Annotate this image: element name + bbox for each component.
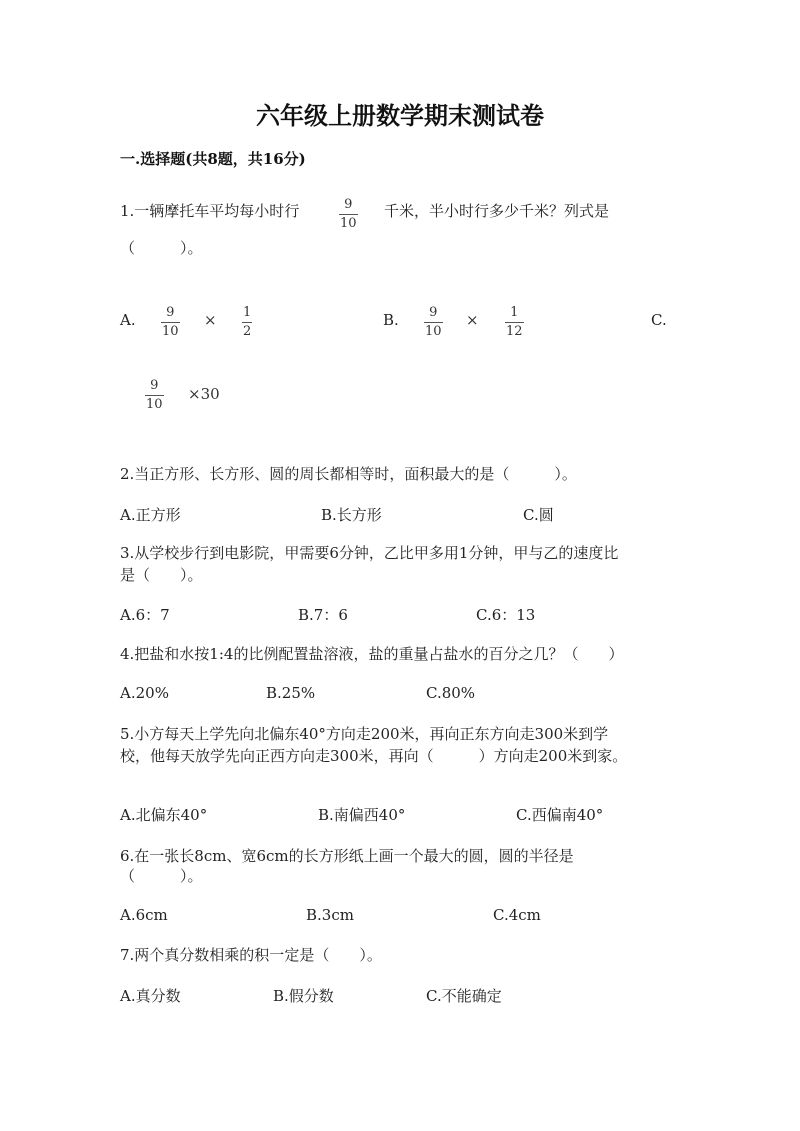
question-3-option-b: B.7：6	[298, 606, 348, 624]
question-1-fraction	[339, 197, 358, 232]
question-1-blank-line: （ ）。	[120, 239, 203, 257]
option-b-label: B.	[383, 311, 399, 329]
question-5-option-a: A.北偏东40°	[120, 806, 208, 824]
question-3-option-c: C.6：13	[476, 606, 536, 624]
fraction-denominator: 10	[340, 216, 357, 231]
fraction-numerator: 9	[150, 378, 159, 393]
question-3-line-2: 是（ ）。	[120, 566, 203, 584]
question-3-line-1: 3.从学校步行到电影院，甲需要6分钟，乙比甲多用1分钟，甲与乙的速度比	[120, 544, 619, 562]
fraction-denominator: 12	[506, 324, 523, 339]
question-1-text-pre: 1.一辆摩托车平均每小时行	[120, 202, 300, 220]
fraction-numerator: 9	[166, 305, 175, 320]
question-2-option-a: A.正方形	[120, 506, 181, 524]
option-a-fraction-2	[242, 305, 252, 340]
question-6-option-b: B.3cm	[306, 906, 354, 924]
question-4-text: 4.把盐和水按1:4的比例配置盐溶液，盐的重量占盐水的百分之几？（ ）	[120, 645, 624, 663]
question-2-option-b: B.长方形	[321, 506, 382, 524]
question-5-line-1: 5.小方每天上学先向北偏东40°方向走200米，再向正东方向走300米到学	[120, 725, 609, 743]
fraction-bar	[505, 322, 524, 323]
option-b-fraction-1	[424, 305, 443, 340]
question-4-option-b: B.25%	[266, 684, 316, 702]
question-5-line-2: 校，他每天放学先向正西方向走300米，再向（ ）方向走200米到家。	[120, 747, 628, 765]
option-a-fraction-1	[161, 305, 180, 340]
option-c-fraction	[145, 378, 164, 413]
question-4-option-c: C.80%	[426, 684, 476, 702]
fraction-denominator: 10	[146, 397, 163, 412]
option-b-operator: ×	[466, 311, 479, 329]
fraction-denominator: 2	[243, 324, 252, 339]
question-7-option-b: B.假分数	[273, 987, 334, 1005]
fraction-bar	[242, 322, 252, 323]
fraction-numerator: 1	[243, 305, 252, 320]
fraction-numerator: 9	[344, 197, 353, 212]
fraction-numerator: 1	[510, 305, 519, 320]
section-heading: 一.选择题(共8题，共16分)	[120, 150, 306, 168]
question-3-option-a: A.6：7	[120, 606, 170, 624]
question-5-option-b: B.南偏西40°	[318, 806, 406, 824]
option-a-operator: ×	[204, 311, 217, 329]
fraction-bar	[161, 322, 180, 323]
question-6-line-1: 6.在一张长8cm、宽6cm的长方形纸上画一个最大的圆，圆的半径是	[120, 847, 574, 865]
question-1-text-post: 千米，半小时行多少千米？列式是	[384, 202, 610, 220]
question-7-option-a: A.真分数	[120, 987, 181, 1005]
question-2-text: 2.当正方形、长方形、圆的周长都相等时，面积最大的是（ ）。	[120, 465, 577, 483]
fraction-numerator: 9	[429, 305, 438, 320]
page-title: 六年级上册数学期末测试卷	[256, 101, 544, 130]
fraction-bar	[424, 322, 443, 323]
question-4-option-a: A.20%	[120, 684, 169, 702]
question-7-text: 7.两个真分数相乘的积一定是（ ）。	[120, 946, 382, 964]
question-6-line-2: （ ）。	[120, 867, 203, 885]
fraction-denominator: 10	[162, 324, 179, 339]
fraction-bar	[145, 395, 164, 396]
question-6-option-c: C.4cm	[493, 906, 541, 924]
question-2-option-c: C.圆	[523, 506, 554, 524]
fraction-bar	[339, 214, 358, 215]
fraction-denominator: 10	[425, 324, 442, 339]
option-c-tail: ×30	[188, 385, 220, 403]
option-b-fraction-2	[505, 305, 524, 340]
question-6-option-a: A.6cm	[120, 906, 168, 924]
option-a-label: A.	[120, 311, 136, 329]
question-5-option-c: C.西偏南40°	[516, 806, 604, 824]
option-c-label: C.	[651, 311, 667, 329]
question-7-option-c: C.不能确定	[426, 987, 502, 1005]
